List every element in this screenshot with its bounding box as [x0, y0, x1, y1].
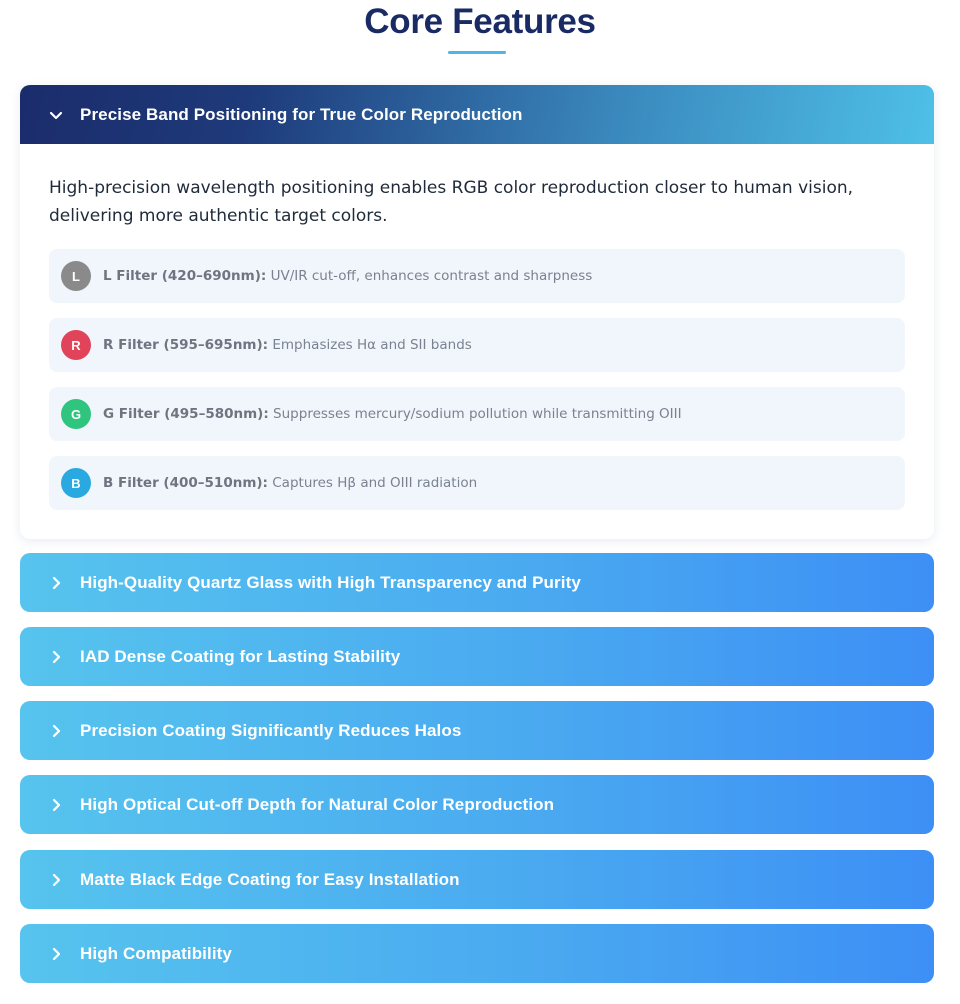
accordion-cutoff-depth[interactable] — [20, 775, 934, 834]
filter-item-r — [49, 318, 905, 372]
section-intro: High-precision wavelength positioning enables RGB color reproduction closer to human vision, delivering more authentic target colors. — [49, 178, 854, 226]
accordion-title: High-Quality Quartz Glass with High Transparency and Purity — [80, 572, 581, 592]
chevron-down-icon — [46, 105, 66, 125]
accordion-title: Precise Band Positioning for True Color Reproduction — [80, 104, 523, 124]
chevron-right-icon — [46, 870, 66, 890]
accordion-iad-coating[interactable] — [20, 627, 934, 686]
page-title: Core Features — [364, 2, 596, 41]
accordion-body — [20, 144, 934, 510]
filter-badge-l: L — [61, 261, 91, 291]
accordion-header-precise-band[interactable] — [20, 85, 934, 144]
filter-text — [103, 337, 472, 353]
chevron-right-icon — [46, 795, 66, 815]
accordion-header-compatibility[interactable] — [20, 924, 934, 983]
filter-item-l — [49, 249, 905, 303]
accordion-title: Precision Coating Significantly Reduces Halos — [80, 720, 462, 740]
chevron-right-icon — [46, 944, 66, 964]
filter-item-b — [49, 456, 905, 510]
accordion-title: IAD Dense Coating for Lasting Stability — [80, 646, 401, 666]
accordion-compatibility[interactable] — [20, 924, 934, 983]
accordion-quartz-glass[interactable] — [20, 553, 934, 612]
filter-desc: Captures Hβ and OIII radiation — [267, 475, 478, 491]
accordion-title: High Optical Cut-off Depth for Natural Color Reproduction — [80, 794, 555, 814]
filter-item-g — [49, 387, 905, 441]
filter-desc: Emphasizes Hα and SII bands — [268, 337, 472, 353]
title-underline — [448, 51, 506, 54]
chevron-right-icon — [46, 647, 66, 667]
accordion-header-matte-edge[interactable] — [20, 850, 934, 909]
accordion-precision-coating[interactable] — [20, 701, 934, 760]
accordion-header-cutoff-depth[interactable] — [20, 775, 934, 834]
accordion-title: Matte Black Edge Coating for Easy Installation — [80, 869, 460, 889]
filter-text — [103, 268, 592, 284]
chevron-right-icon — [46, 721, 66, 741]
filter-desc: UV/IR cut-off, enhances contrast and sharpness — [266, 268, 593, 284]
chevron-right-icon — [46, 573, 66, 593]
filter-badge-r: R — [61, 330, 91, 360]
accordion-header-iad-coating[interactable] — [20, 627, 934, 686]
filter-text — [103, 475, 477, 491]
filter-name: L Filter (420–690nm): — [103, 268, 267, 284]
filter-desc: Suppresses mercury/sodium pollution while transmitting OIII — [268, 406, 682, 422]
accordion-title: High Compatibility — [80, 943, 232, 963]
filter-name: B Filter (400–510nm): — [103, 475, 268, 491]
accordion-precise-band — [20, 85, 934, 539]
filter-name: R Filter (595–695nm): — [103, 337, 269, 353]
filter-badge-b: B — [61, 468, 91, 498]
accordion-header-quartz-glass[interactable] — [20, 553, 934, 612]
accordion-matte-edge[interactable] — [20, 850, 934, 909]
filter-badge-g: G — [61, 399, 91, 429]
filter-text — [103, 406, 682, 422]
accordion-header-precision-coating[interactable] — [20, 701, 934, 760]
filter-name: G Filter (495–580nm): — [103, 406, 269, 422]
